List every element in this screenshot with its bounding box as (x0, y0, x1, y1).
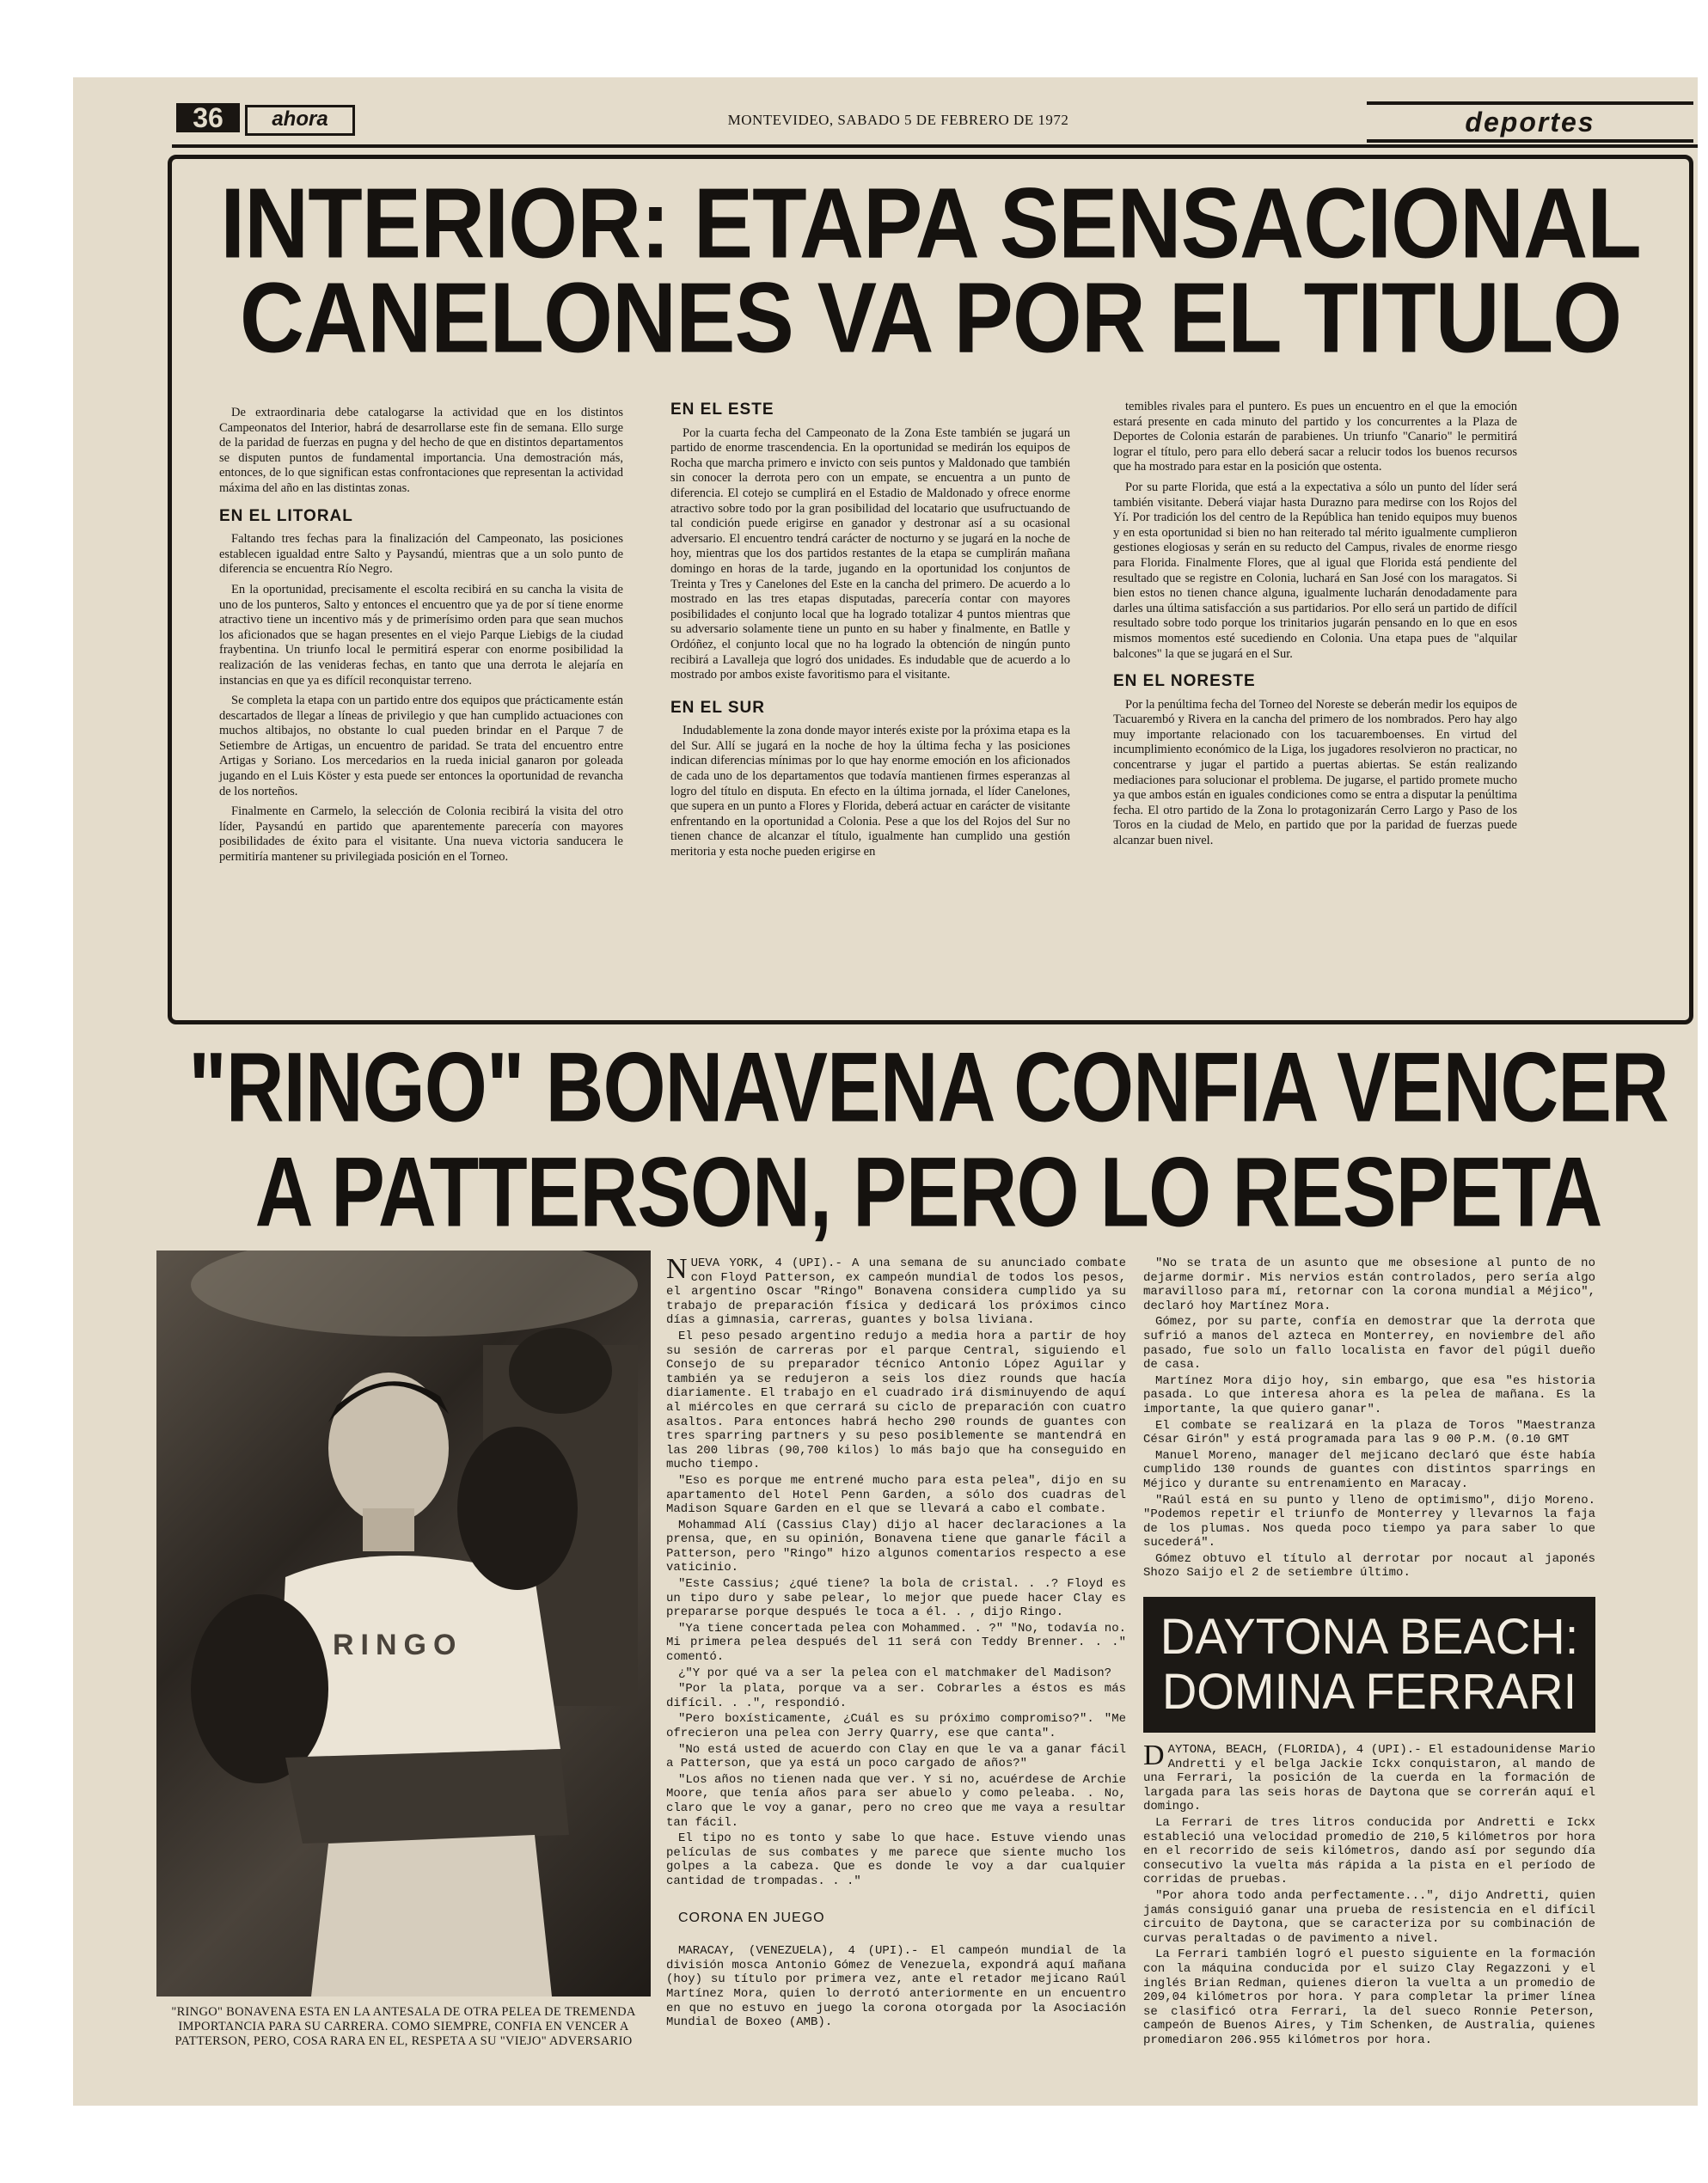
paragraph: La Ferrari de tres litros conducida por Andretti e Ickx estableció una velocidad promedio de 210,5 kilómetros por hora en el recorrido de seis kilómetros, dando así por segundo día consecutivo la vuelta más rápida a la pista en el período de corridas de pruebas. (1143, 1815, 1595, 1887)
shirt-text: RINGO (333, 1629, 463, 1661)
paragraph: Martínez Mora dijo hoy, sin embargo, que esa "es historia pasada. Lo que interesa ahora es la pelea de mañana. Es la importante, la que quiero ganar". (1143, 1373, 1595, 1416)
paragraph: "Este Cassius; ¿qué tiene? la bola de cristal. . .? Floyd es un tipo duro y sabe pelear, lo mejor que puede hacer Clay es prepararse porque después le toca a él. . , dijo Ringo. (666, 1577, 1126, 1620)
paragraph: MARACAY, (VENEZUELA), 4 (UPI).- El campeón mundial de la división mosca Antonio Gómez de Venezuela, expondrá aquí mañana (hoy) su título por primera vez, ante el retador mejicano Raúl Martínez Mora, quien lo derrotó anteriormente en un encuentro en que no estuvo en juego la corona otorgada por la Asociación Mundial de Boxeo (AMB). (666, 1944, 1126, 2030)
story1-column-2 (670, 402, 1070, 865)
page-number: 36 (176, 103, 240, 132)
story1-column-1 (219, 406, 623, 871)
daytona-headline-box (1143, 1597, 1595, 1733)
publication-logo: ahora (245, 105, 355, 136)
paragraph: La Ferrari también logró el puesto siguiente en la formación con la máquina conducida por el suizo Clay Regazzoni y el inglés Brian Redman, quienes dieron la vuelta a un promedio de 209,04 kilómetros por hora. Y para completar la primer línea se clasificó otra Ferrari, la del sueco Ronnie Peterson, campeón de Buenos Aires, y Tim Schenken, de Australia, quienes promediaron 206.955 kilómetros por hora. (1143, 1948, 1595, 2047)
paragraph: Gómez obtuvo el título al derrotar por nocaut al japonés Shozo Saijo el 2 de setiembre último. (1143, 1551, 1595, 1581)
paragraph: Por la cuarta fecha del Campeonato de la Zona Este también se jugará un partido de enorme trascendencia. En la oportunidad se medirán los equipos de Rocha que marcha primero e invicto con seis puntos y Maldonado que también sin conocer la derrota pero con un empate, se encuentra a un punto de diferencia. El cotejo se cumplirá en el Estadio de Maldonado y ofrece enorme atractivo sobre todo por la gran posibilidad del locatario que usufructuando de tal condición puede erigirse en ganador y destronar así a su ocasional adversario. El encuentro tendrá carácter de nocturno y se jugará en la noche de hoy, mientras que los dos partidos restantes de la etapa se cumplirán mañana domingo en horas de la tarde, jugando en la oportunidad los conjuntos de Treinta y Tres y Canelones del Este en la cancha del primero. De acuerdo a lo mostrado en las tres etapas disputadas, parecería contar con mayores posibilidades el conjunto local que ha logrado totalizar 4 puntos mientras que su adversario solamente tiene un punto en su haber y finalmente, en Batlle y Ordóñez, el conjunto local que no ha logrado la obtención de ningún punto recibirá a Lavalleja que logró dos unidades. Es indudable que de acuerdo a lo mostrado por ambos existe favoritismo para el visitante. (670, 425, 1070, 682)
lead-paragraph (1143, 1740, 1595, 1814)
story3-headline-line2: DOMINA FERRARI (1161, 1662, 1577, 1720)
dropcap: D (1143, 1740, 1165, 1771)
paragraph: "Raúl está en su punto y lleno de optimismo", dijo Moreno. "Podemos repetir el triunfo de Monterrey y llevarnos la faja de los plumas. Nos queda poco tiempo ya para saber lo que sucederá". (1143, 1493, 1595, 1550)
story1-column-3 (1113, 400, 1517, 854)
subhead-noreste: EN EL NORESTE (1113, 672, 1256, 691)
paragraph: "No se trata de un asunto que me obsesione al punto de no dejarme dormir. Mis nervios están controlados, pero sería algo maravilloso para mí, retornar con la corona mundial a Méjico", declaró hoy Martínez Mora. (1143, 1257, 1595, 1313)
paragraph: Por la penúltima fecha del Torneo del Noreste se deberán medir los equipos de Tacuarembó y Rivera en la cancha del primero de los nombrados. Pero hay algo muy importante relacionado con los tacuaremboenses. En virtud del incumplimiento económico de la Liga, los jugadores resolvieron no practicar, no concentrarse y jugar el partido a puertas abiertas. Se están realizando mediaciones para solucionar el problema. De jugarse, el partido promete mucho ya que ambos están en iguales condiciones como se entra a disputar la penúltima fecha. El otro partido de la Zona lo protagonizarán Cerro Largo y Paso de los Toros en la ciudad de Melo, en partido que por la paridad de fuerzas puede alcanzar buen nivel. (1113, 697, 1517, 848)
paragraph: Faltando tres fechas para la finalización del Campeonato, las posiciones establecen igualdad entre Salto y Paysandú, mientras que a un solo punto de diferencia se encuentra Río Negro. (219, 532, 623, 577)
paragraph: El combate se realizará en la plaza de Toros "Maestranza César Girón" y está programada para las 9 00 P.M. (0.10 GMT (1143, 1418, 1595, 1447)
subhead-este: EN EL ESTE (670, 401, 774, 419)
paragraph: "Pero boxísticamente, ¿Cuál es su próximo compromiso?". "Me ofrecieron una pelea con Jerry Quarry, ese que canta". (666, 1712, 1126, 1740)
story2-column-1 (666, 1253, 1126, 2032)
section-label: deportes (1367, 101, 1693, 143)
paragraph: El peso pesado argentino redujo a media hora a partir de hoy su sesión de carreras por el parque Central, siguiendo el Consejo de su preparador técnico Antonio López Aguilar y también ya se redujeron a seis los diez rounds que hacía diariamente. El trabajo en el cuadrado irá disminuyendo de aquí al miércoles en que cerrará su ciclo de preparación con cuatro asaltos. Para entonces habrá hecho 290 rounds de guantes con tres sparring partners y su peso posiblemente se mantendrá en las 200 libras (90,700 kilos) lo más bajo que ha conseguido en mucho tiempo. (666, 1329, 1126, 1472)
story2-headline-line1: "RINGO" BONAVENA CONFIA VENCER (188, 1031, 1668, 1142)
paragraph: "Por la plata, porque va a ser. Cobrarles a éstos es más difícil. . .", respondió. (666, 1682, 1126, 1710)
story1-headline-line2: CANELONES VA POR EL TITULO (239, 262, 1622, 375)
subhead-litoral: EN EL LITORAL (219, 506, 353, 525)
story1-headline-line1: INTERIOR: ETAPA SENSACIONAL (220, 168, 1641, 280)
story2-column-2 (1143, 1257, 1595, 1582)
paragraph: Mohammad Alí (Cassius Clay) dijo al hacer declaraciones a la prensa, que, en su opinión, Bonavena tiene que ganarle fácil a Patterson, pero "Ringo" hizo algunos comentarios respecto a ese vaticinio. (666, 1518, 1126, 1575)
paragraph: "Ya tiene concertada pelea con Mohammed. . ?" "No, todavía no. Mi primera pelea después del 11 será con Teddy Brenner. . ." comentó. (666, 1621, 1126, 1665)
paragraph: El tipo no es tonto y sabe lo que hace. Estuve viendo unas películas de sus combates y me parece que siente mucho los golpes a la cabeza. Que es donde le voy a dar cualquier cantidad de trompadas. . ." (666, 1831, 1126, 1888)
subhead-sur: EN EL SUR (670, 698, 766, 717)
story2-headline-line2: A PATTERSON, PERO LO RESPETA (254, 1136, 1602, 1247)
boxer-photo (156, 1250, 651, 1996)
newspaper-page (73, 77, 1698, 2106)
story1-intro: De extraordinaria debe catalogarse la actividad que en los distintos Campeonatos del Interior, habrá de desarrollarse este fin de semana. Ello surge de la paridad de fuerzas en pugna y del hecho de que en distintos departamentos se disputen puntos de fundamental importancia. Una demostración más, entonces, de lo que significan estas confrontaciones que representan la actividad máxima del año en las distintas zonas. (219, 406, 623, 495)
paragraph: temibles rivales para el puntero. Es pues un encuentro en el que la emoción estará presente en cada minuto del partido y los concurrentes a la Plaza de Deportes de Colonia estarán de parabienes. Un triunfo "Canario" le permitirá lograr el título, pero para ello deberá sacar a relucir todos los buenos recursos que ha mostrado para estar en la posición que ostenta. (1113, 400, 1517, 474)
paragraph: "Por ahora todo anda perfectamente...", dijo Andretti, quien jamás consiguió ganar una prueba de resistencia en el difícil circuito de Daytona, que se caracteriza por su combinación de curvas peraltadas o de pavimento a nivel. (1143, 1888, 1595, 1946)
paragraph: Manuel Moreno, manager del mejicano declaró que éste había cumplido 130 rounds de guantes con distintos sparrings en Méjico y durante su entrenamiento en Maracay. (1143, 1448, 1595, 1491)
boxer-illustration (156, 1250, 651, 1996)
paragraph: "No está usted de acuerdo con Clay en que le va a ganar fácil a Patterson, que ya está un poco cargado de años?" (666, 1742, 1126, 1771)
paragraph: En la oportunidad, precisamente el escolta recibirá en su cancha la visita de uno de los punteros, Salto y entonces el encuentro que ya de por sí tiene enorme atractivo tiene un incentivo más y de primerísimo orden para que sean muchos los aficionados que se hagan presentes en el viejo Parque Liebigs de la ciudad fraybentina. Un triunfo local le permitirá esperar con enorme posibilidad la realización de las venideras fechas, en tanto que una derrota le alejaría en instancias en que ya es difícil reconquistar terreno. (219, 582, 623, 688)
story3-headline-line1: DAYTONA BEACH: (1160, 1607, 1579, 1665)
paragraph: Gómez, por su parte, confía en demostrar que la derrota que sufrió a manos del azteca en Monterrey, en noviembre del año pasado, fue solo un fallo localista en favor del púgil dueño de casa. (1143, 1315, 1595, 1373)
paragraph: Por su parte Florida, que está a la expectativa a sólo un punto del líder será también visitante. Deberá viajar hasta Durazno para medirse con los Rojos del Yí. Por tradición los del centro de la República han tenido equipos muy buenos y en esta oportunidad si bien no han reiterado tal mérito igualmente cumplieron gestiones elogiosas y serán en su reducto del Campus, rivales de enorme riesgo para Florida. Finalmente Flores, que al igual que Florida está pendiente del resultado que se registre en Colonia, luchará en San José con los maragatos. Si bien estos no tienen chance alguna, igualmente lucharán denodadamente para darles una última satisfacción a sus partidarios. Por ello será un partido de difícil resultado sobre todo porque los trinitarios jugarán pensando en lo que en esos mismos momentos esté sucediendo en Colonia. Una etapa pues de "alquilar balcones" la que se jugará en el Sur. (1113, 480, 1517, 661)
lead-text: UEVA YORK, 4 (UPI).- A una semana de su anunciado combate con Floyd Patterson, ex campeón mundial de todos los pesos, el argentino Oscar "Ringo" Bonavena considera cumplido ya su trabajo de preparación física y dedicará los próximos cinco días a gimnasia, carreras, guantes y bolsa liviana. (666, 1257, 1126, 1328)
dropcap: N (666, 1253, 688, 1285)
paragraph: "Eso es porque me entrené mucho para esta pelea", dijo en su apartamento del Hotel Penn Garden, a sólo dos cuadras del Madison Square Garden en el que se llevará a cabo el combate. (666, 1473, 1126, 1517)
lead-text: AYTONA, BEACH, (FLORIDA), 4 (UPI).- El estadounidense Mario Andretti y el belga Jackie Ickx conquistaron, al mando de una Ferrari, la posición de la cuerda en la formación de largada para las seis horas de Daytona que se correrán aquí el domingo. (1143, 1743, 1595, 1814)
paragraph: Se completa la etapa con un partido entre dos equipos que prácticamente están descartados de llegar a líneas de privilegio y que han cumplido actuaciones con muchos altibajos, no obstante lo cual pueden brindar en el Parque 7 de Setiembre de Artigas, un encuentro de paridad. Se trata del encuentro entre Artigas y Soriano. Los mercedarios en la rueda inicial ganaron por goleada jugando en el Luis Köster y esta puede ser entonces la oportunidad de revancha de los norteños. (219, 694, 623, 798)
paragraph: "Los años no tienen nada que ver. Y si no, acuérdese de Archie Moore, que tenía años para ser abuelo y como peleaba. . No, claro que le voy a ganar, pero no creo que me vaya a resultar tan fácil. (666, 1772, 1126, 1830)
photo-caption: "RINGO" BONAVENA ESTA EN LA ANTESALA DE OTRA PELEA DE TREMENDA IMPORTANCIA PARA SU CARRERA. COMO SIEMPRE, CONFIA EN VENCER A PATTERSON, PERO, COSA RARA EN EL, RESPETA A SU "VIEJO" ADVERSARIO (171, 2005, 636, 2048)
subhead-corona: CORONA EN JUEGO (678, 1910, 825, 1925)
lead-paragraph (666, 1253, 1126, 1328)
dateline: MONTEVIDEO, SABADO 5 DE FEBRERO DE 1972 (727, 112, 1069, 128)
story3-column (1143, 1740, 1595, 2049)
paragraph: Indudablemente la zona donde mayor interés existe por la próxima etapa es la del Sur. Allí se jugará en la noche de hoy la última fecha y las posiciones indican diferencias mínimas por lo que hay enorme emoción en los aficionados de cada uno de los departamentos que todavía mantienen firmes esperanzas al logro del título en disputa. En efecto en la última jornada, el líder Canelones, que supera en un punto a Flores y Florida, deberá actuar en carácter de visitante enfrentando en la oportunidad a Colonia. Pese a que los del Rojos del Sur no tienen chance de alcanzar el título, igualmente han cumplido una gestión meritoria y esta noche pueden erigirse en (670, 724, 1070, 859)
paragraph: ¿"Y por qué va a ser la pelea con el matchmaker del Madison? (678, 1666, 1112, 1680)
header-rule (172, 144, 1698, 148)
paragraph: Finalmente en Carmelo, la selección de Colonia recibirá la visita del otro líder, Paysandú en partido que aparentemente parecería con mayores posibilidades de éxito para el visitante. Una nueva victoria sanducera le permitiría mantener su privilegiada posición en el Torneo. (219, 804, 623, 865)
